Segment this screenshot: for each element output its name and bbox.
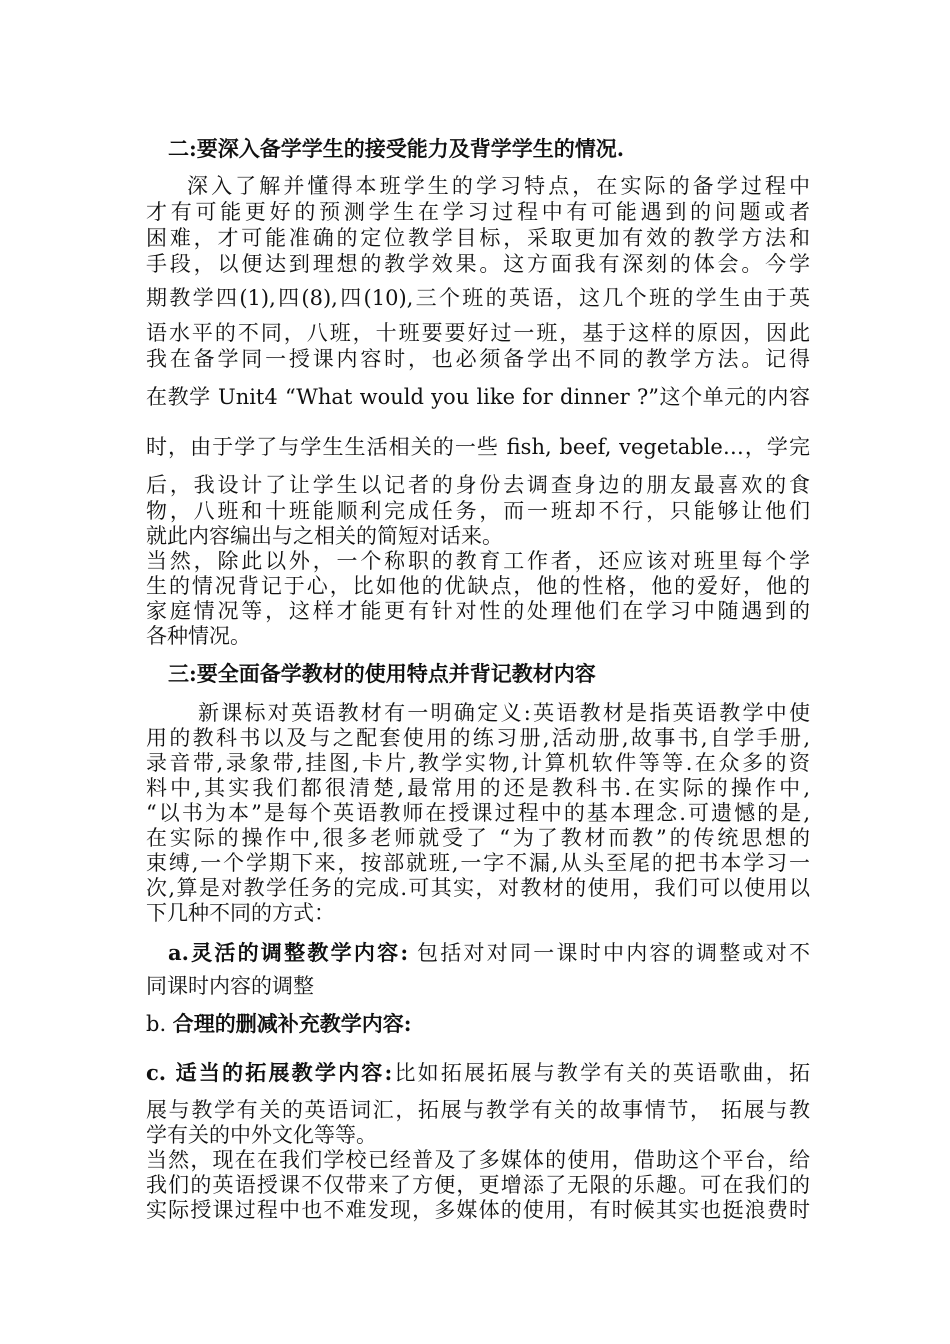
paragraph-line: 各种情况。 [146,624,251,648]
paragraph-line: 困难，才可能准确的定位教学目标，采取更加有效的教学方法和 [146,226,810,250]
list-item-a-label: a.灵活的调整教学内容: [168,940,409,965]
paragraph-line: 新课标对英语教材有一明确定义:英语教材是指英语教学中使 [198,701,810,725]
paragraph-line: 在实际的操作中,很多老师就受了 “为了教材而教”的传统思想的 [146,826,810,850]
paragraph-line: 语水平的不同，八班，十班要要好过一班，基于这样的原因，因此 [146,321,810,345]
paragraph-line: 我在备学同一授课内容时，也必须备学出不同的教学方法。记得 [146,347,810,371]
paragraph-line: 下几种不同的方式： [146,901,335,925]
list-item-c-continuation: 展与教学有关的英语词汇，拓展与教学有关的故事情节， 拓展与教 [146,1098,810,1122]
paragraph-line: 生的情况背记于心，比如他的优缺点，他的性格，他的爱好，他的 [146,574,810,598]
paragraph-line: 录音带,录象带,挂图,卡片,教学实物,计算机软件等等.在众多的资 [146,751,810,775]
section-3-heading: 三:要全面备学教材的使用特点并背记教材内容 [168,661,596,686]
paragraph-line: 手段，以便达到理想的教学效果。这方面我有深刻的体会。今学 [146,252,810,276]
paragraph-line: 在教学 Unit4 “What would you like for dinner ?”这个单元的内容 [146,385,810,409]
paragraph-line: 物，八班和十班能顺利完成任务，而一班却不行，只能够让他们 [146,499,810,523]
paragraph-line: 当然，除此以外，一个称职的教育工作者，还应该对班里每个学 [146,549,810,573]
paragraph-line: “以书为本”是每个英语教师在授课过程中的基本理念.可遗憾的是, [146,801,810,825]
list-item-c-text: 比如拓展拓展与教学有关的英语歌曲，拓 [392,1061,810,1085]
list-item-c-label: c. 适当的拓展教学内容: [146,1060,393,1085]
section-2-heading: 二:要深入备学学生的接受能力及背学学生的情况. [168,136,625,161]
paragraph-line: 才有可能更好的预测学生在学习过程中有可能遇到的问题或者 [146,200,810,224]
paragraph-line: 实际授课过程中也不难发现，多媒体的使用，有时候其实也挺浪费时 [146,1198,810,1222]
paragraph-line: 时，由于学了与学生生活相关的一些 fish, beef, vegetable…，学完 [146,435,810,459]
paragraph-line: 当然，现在在我们学校已经普及了多媒体的使用，借助这个平台，给 [146,1148,810,1172]
list-item-b-label: 合理的删减补充教学内容: [172,1011,412,1036]
paragraph-line: 用的教科书以及与之配套使用的练习册,活动册,故事书,自学手册, [146,726,810,750]
list-item-a-text: 包括对对同一课时中内容的调整或对不 [408,941,810,965]
paragraph-line: 期教学四(1),四(8),四(10),三个班的英语，这几个班的学生由于英 [146,286,810,310]
paragraph-line: 后，我设计了让学生以记者的身份去调查身边的朋友最喜欢的食 [146,473,810,497]
paragraph-line: 束缚,一个学期下来，按部就班,一字不漏,从头至尾的把书本学习一 [146,851,810,875]
list-item-c-continuation: 学有关的中外文化等等。 [146,1123,377,1147]
list-item-b-prefix: b. [146,1012,173,1036]
list-item-b [146,1011,810,1037]
list-item-a [168,940,810,966]
paragraph-line: 我们的英语授课不仅带来了方便，更增添了无限的乐趣。可在我们的 [146,1173,810,1197]
paragraph-line: 次,算是对教学任务的完成.可其实，对教材的使用，我们可以使用以 [146,876,810,900]
list-item-c [146,1060,810,1086]
paragraph-line: 就此内容编出与之相关的简短对话来。 [146,524,503,548]
paragraph-line: 料中,其实我们都很清楚,最常用的还是教科书.在实际的操作中, [146,776,810,800]
paragraph-line: 深入了解并懂得本班学生的学习特点，在实际的备学过程中 [187,174,810,198]
list-item-a-continuation: 同课时内容的调整 [146,974,314,998]
paragraph-line: 家庭情况等，这样才能更有针对性的处理他们在学习中随遇到的 [146,599,810,623]
